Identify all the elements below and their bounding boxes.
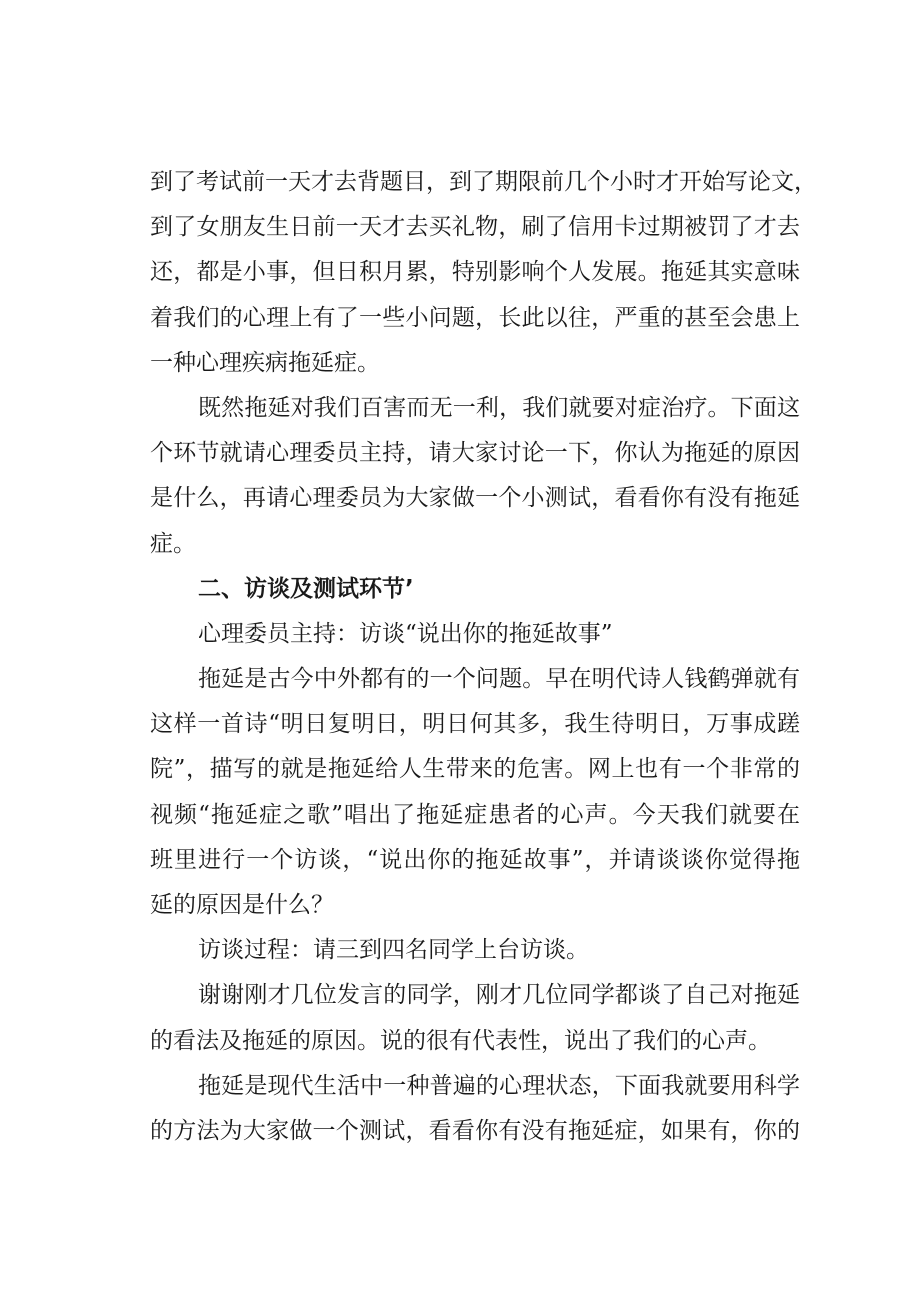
paragraph-p6 [150,973,800,1063]
text-line: 拖延是现代生活中一种普遍的心理状态，下面我就要用科学 [198,1072,800,1099]
text-line: 一种心理疾病拖延症。 [150,349,380,376]
text-line: 班里进行一个访谈，“说出你的拖延故事”，并请谈谈你觉得拖 [150,846,800,873]
paragraph-p3 [150,612,800,657]
text-line: 既然拖延对我们百害而无一利，我们就要对症治疗。下面这 [198,394,800,421]
text-line: 院”，描写的就是拖延给人生带来的危害。网上也有一个非常的 [150,756,800,783]
paragraph-p1 [150,160,817,386]
text-line: 个环节就请心理委员主持，请大家讨论一下，你认为拖延的原因 [150,440,800,467]
text-line: 访谈过程：请三到四名同学上台访谈。 [198,937,589,964]
text-line: 这样一首诗“明日复明日，明日何其多，我生待明日，万事成蹉 [150,711,800,738]
text-line: 还，都是小事，但日积月累，特别影响个人发展。拖延其实意味 [150,259,800,286]
text-line: 到了考试前一天才去背题目，到了期限前几个小时才开始写论文， [150,169,817,195]
text-line: 心理委员主持：访谈“说出你的拖延故事” [198,620,613,647]
text-line: 到了女朋友生日前一天才去买礼物，刷了信用卡过期被罚了才去 [150,214,800,241]
text-line: 拖延是古今中外都有的一个问题。早在明代诗人钱鹤弹就有 [198,666,800,693]
text-line: 延的原因是什么？ [150,892,334,918]
paragraph-p5 [150,928,800,973]
text-line: 症。 [150,530,196,557]
paragraph-p2 [150,386,800,567]
text-line: 谢谢刚才几位发言的同学，刚才几位同学都谈了自己对拖延 [198,982,800,1009]
text-line: 的方法为大家做一个测试，看看你有没有拖延症，如果有，你的 [150,1117,800,1144]
text-line: 着我们的心理上有了一些小问题，长此以往，严重的甚至会患上 [150,304,800,331]
text-line: 是什么，再请心理委员为大家做一个小测试，看看你有没有拖延 [150,485,800,512]
document-body [150,160,817,1154]
section-heading: 二、访谈及测试环节’ [198,575,414,602]
paragraph-p4 [150,657,800,928]
text-line: 的看法及拖延的原因。说的很有代表性，说出了我们的心声。 [150,1027,771,1054]
text-line: 视频“拖延症之歌”唱出了拖延症患者的心声。今天我们就要在 [150,801,800,828]
paragraph-p7 [150,1064,800,1154]
